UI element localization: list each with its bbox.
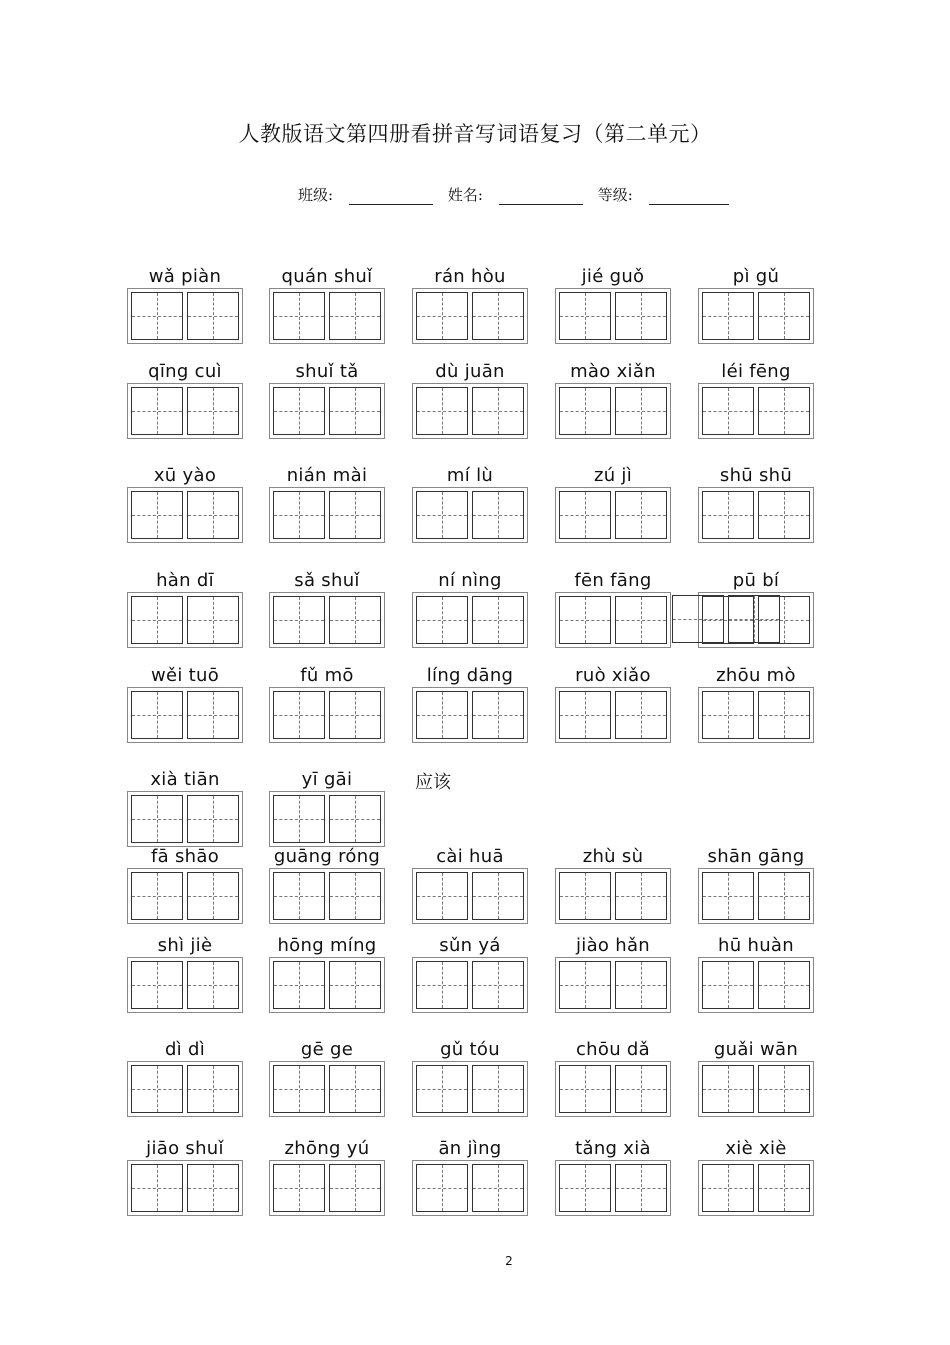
guide-line-horizontal <box>616 715 666 716</box>
guide-line-horizontal <box>417 411 467 412</box>
grade-blank[interactable] <box>649 190 729 205</box>
writing-cell[interactable] <box>559 872 611 920</box>
guide-line-horizontal <box>417 620 467 621</box>
writing-cell[interactable] <box>758 387 810 435</box>
writing-cell[interactable] <box>472 691 524 739</box>
character-box-pair <box>555 1160 671 1216</box>
writing-cell[interactable] <box>187 1065 239 1113</box>
character-box-pair <box>127 383 243 439</box>
writing-cell[interactable] <box>559 691 611 739</box>
student-info-line <box>298 184 739 205</box>
guide-line-horizontal <box>703 411 753 412</box>
pinyin-label: shuǐ tǎ <box>295 361 359 382</box>
writing-cell[interactable] <box>273 596 325 644</box>
pinyin-label: léi fēng <box>721 361 791 382</box>
pinyin-label: jiāo shuǐ <box>146 1138 224 1159</box>
writing-cell[interactable] <box>131 292 183 340</box>
character-box-pair <box>698 687 814 743</box>
guide-line-horizontal <box>560 1089 610 1090</box>
guide-line-horizontal <box>759 985 809 986</box>
pinyin-label: ān jìng <box>438 1138 502 1159</box>
guide-line-horizontal <box>703 715 753 716</box>
writing-cell[interactable] <box>702 387 754 435</box>
pinyin-label: yī gāi <box>301 769 353 790</box>
pinyin-label: jié guǒ <box>581 266 645 287</box>
guide-line-horizontal <box>132 411 182 412</box>
character-box-pair <box>412 288 528 344</box>
guide-line-horizontal <box>417 896 467 897</box>
character-box-pair <box>127 487 243 543</box>
pinyin-label: wǎ piàn <box>148 266 222 287</box>
writing-cell[interactable] <box>273 1065 325 1113</box>
pinyin-label: zhōng yú <box>284 1138 370 1159</box>
writing-cell[interactable] <box>329 491 381 539</box>
writing-cell[interactable] <box>758 292 810 340</box>
writing-cell[interactable] <box>615 872 667 920</box>
writing-cell[interactable] <box>702 491 754 539</box>
writing-cell[interactable] <box>672 595 724 643</box>
pinyin-label: xū yào <box>153 465 217 486</box>
pinyin-label: nián mài <box>286 465 368 486</box>
guide-line-horizontal <box>703 985 753 986</box>
guide-line-horizontal <box>132 1089 182 1090</box>
guide-line-horizontal <box>417 515 467 516</box>
guide-line-horizontal <box>330 819 380 820</box>
writing-cell[interactable] <box>329 387 381 435</box>
guide-line-horizontal <box>188 985 238 986</box>
writing-cell[interactable] <box>273 292 325 340</box>
pinyin-label: mí lù <box>446 465 494 486</box>
pinyin-label: fǔ mō <box>300 665 354 686</box>
writing-cell[interactable] <box>559 596 611 644</box>
character-box-pair <box>698 383 814 439</box>
guide-line-horizontal <box>274 316 324 317</box>
writing-cell[interactable] <box>187 795 239 843</box>
character-box-pair <box>698 957 814 1013</box>
writing-cell[interactable] <box>559 1164 611 1212</box>
guide-line-horizontal <box>673 619 723 620</box>
grade-label: 等级: <box>597 186 633 204</box>
writing-cell[interactable] <box>187 387 239 435</box>
writing-cell[interactable] <box>615 596 667 644</box>
guide-line-horizontal <box>330 620 380 621</box>
guide-line-horizontal <box>417 715 467 716</box>
writing-cell[interactable] <box>559 1065 611 1113</box>
guide-line-horizontal <box>616 1089 666 1090</box>
pinyin-label: xià tiān <box>150 769 220 790</box>
guide-line-horizontal <box>473 316 523 317</box>
guide-line-horizontal <box>132 515 182 516</box>
guide-line-horizontal <box>473 1089 523 1090</box>
character-box-pair <box>698 487 814 543</box>
writing-cell[interactable] <box>329 292 381 340</box>
guide-line-horizontal <box>330 715 380 716</box>
writing-cell[interactable] <box>131 491 183 539</box>
name-blank[interactable] <box>499 190 583 205</box>
character-box-pair <box>269 1160 385 1216</box>
pinyin-label: gē ge <box>300 1039 354 1060</box>
guide-line-horizontal <box>616 985 666 986</box>
writing-cell[interactable] <box>131 596 183 644</box>
guide-line-horizontal <box>188 620 238 621</box>
writing-cell[interactable] <box>416 491 468 539</box>
character-box-pair <box>269 1061 385 1117</box>
character-box-pair <box>555 957 671 1013</box>
pinyin-label: tǎng xià <box>575 1138 651 1159</box>
pinyin-label: hàn dī <box>156 570 214 591</box>
writing-cell[interactable] <box>416 292 468 340</box>
writing-cell[interactable] <box>728 595 780 643</box>
guide-line-horizontal <box>274 620 324 621</box>
writing-cell[interactable] <box>702 691 754 739</box>
character-box-pair <box>698 288 814 344</box>
pinyin-label: cài huā <box>436 846 504 867</box>
writing-cell[interactable] <box>615 491 667 539</box>
pinyin-label: fā shāo <box>150 846 220 867</box>
writing-cell[interactable] <box>702 292 754 340</box>
character-box-pair <box>555 687 671 743</box>
writing-cell[interactable] <box>615 1164 667 1212</box>
guide-line-horizontal <box>759 1089 809 1090</box>
writing-cell[interactable] <box>472 872 524 920</box>
guide-line-horizontal <box>759 515 809 516</box>
pinyin-label: sǔn yá <box>439 935 501 956</box>
guide-line-horizontal <box>274 896 324 897</box>
writing-cell[interactable] <box>559 961 611 1009</box>
guide-line-horizontal <box>188 819 238 820</box>
writing-cell[interactable] <box>131 872 183 920</box>
pinyin-label: hōng míng <box>277 935 377 956</box>
writing-cell[interactable] <box>758 691 810 739</box>
guide-line-horizontal <box>759 1188 809 1189</box>
name-label: 姓名: <box>447 186 483 204</box>
pinyin-label: dù juān <box>435 361 505 382</box>
pinyin-label: ruò xiǎo <box>575 665 651 686</box>
character-box-pair <box>269 383 385 439</box>
character-box-pair <box>412 868 528 924</box>
guide-line-horizontal <box>616 620 666 621</box>
guide-line-horizontal <box>560 411 610 412</box>
writing-cell[interactable] <box>131 961 183 1009</box>
guide-line-horizontal <box>560 316 610 317</box>
writing-cell[interactable] <box>472 491 524 539</box>
guide-line-horizontal <box>188 1188 238 1189</box>
writing-cell[interactable] <box>416 1065 468 1113</box>
guide-line-horizontal <box>330 896 380 897</box>
writing-cell[interactable] <box>472 961 524 1009</box>
guide-line-horizontal <box>759 411 809 412</box>
writing-cell[interactable] <box>472 387 524 435</box>
guide-line-horizontal <box>330 1188 380 1189</box>
guide-line-horizontal <box>274 411 324 412</box>
guide-line-horizontal <box>274 515 324 516</box>
pinyin-label: quán shuǐ <box>281 266 373 287</box>
writing-cell[interactable] <box>758 491 810 539</box>
writing-cell[interactable] <box>131 1065 183 1113</box>
character-box-pair <box>412 1160 528 1216</box>
pinyin-label: shū shū <box>719 465 793 486</box>
guide-line-horizontal <box>473 1188 523 1189</box>
character-box-pair <box>555 487 671 543</box>
writing-cell[interactable] <box>329 795 381 843</box>
writing-cell[interactable] <box>472 1065 524 1113</box>
writing-cell[interactable] <box>131 387 183 435</box>
writing-cell[interactable] <box>702 872 754 920</box>
writing-cell[interactable] <box>131 795 183 843</box>
guide-line-horizontal <box>274 1089 324 1090</box>
character-box-pair <box>127 791 243 847</box>
writing-cell[interactable] <box>273 795 325 843</box>
guide-line-horizontal <box>473 411 523 412</box>
character-box-pair <box>269 868 385 924</box>
writing-cell[interactable] <box>416 1164 468 1212</box>
guide-line-horizontal <box>188 515 238 516</box>
class-label: 班级: <box>298 186 334 204</box>
guide-line-horizontal <box>330 985 380 986</box>
pinyin-label: pū bí <box>732 570 780 591</box>
writing-cell[interactable] <box>615 292 667 340</box>
character-box-pair <box>412 957 528 1013</box>
guide-line-horizontal <box>132 316 182 317</box>
writing-cell[interactable] <box>329 596 381 644</box>
guide-line-horizontal <box>703 316 753 317</box>
pinyin-label: shì jiè <box>157 935 213 956</box>
writing-cell[interactable] <box>615 961 667 1009</box>
character-box-pair <box>127 957 243 1013</box>
pinyin-label: gǔ tóu <box>440 1039 500 1060</box>
guide-line-horizontal <box>616 515 666 516</box>
writing-cell[interactable] <box>416 691 468 739</box>
writing-cell[interactable] <box>702 961 754 1009</box>
pinyin-label: ní nìng <box>438 570 502 591</box>
writing-cell[interactable] <box>758 872 810 920</box>
guide-line-horizontal <box>274 1188 324 1189</box>
pinyin-label: hū huàn <box>718 935 794 956</box>
guide-line-horizontal <box>473 896 523 897</box>
pinyin-label: fēn fāng <box>574 570 652 591</box>
character-box-pair <box>269 487 385 543</box>
writing-cell[interactable] <box>758 961 810 1009</box>
guide-line-horizontal <box>188 896 238 897</box>
character-box-pair <box>412 487 528 543</box>
writing-cell[interactable] <box>416 387 468 435</box>
writing-cell[interactable] <box>559 292 611 340</box>
writing-cell[interactable] <box>472 1164 524 1212</box>
character-box-pair <box>412 592 528 648</box>
guide-line-horizontal <box>729 619 779 620</box>
writing-cell[interactable] <box>472 596 524 644</box>
writing-cell[interactable] <box>329 961 381 1009</box>
guide-line-horizontal <box>560 985 610 986</box>
guide-line-horizontal <box>188 715 238 716</box>
character-box-pair <box>127 288 243 344</box>
character-box-pair <box>269 592 385 648</box>
guide-line-horizontal <box>703 1188 753 1189</box>
writing-cell[interactable] <box>273 691 325 739</box>
guide-line-horizontal <box>417 1089 467 1090</box>
guide-line-horizontal <box>330 411 380 412</box>
writing-cell[interactable] <box>131 1164 183 1212</box>
guide-line-horizontal <box>759 715 809 716</box>
guide-line-horizontal <box>616 411 666 412</box>
writing-cell[interactable] <box>559 491 611 539</box>
writing-cell[interactable] <box>758 1065 810 1113</box>
writing-cell[interactable] <box>187 691 239 739</box>
character-box-pair <box>698 1061 814 1117</box>
guide-line-horizontal <box>616 316 666 317</box>
writing-cell[interactable] <box>273 1164 325 1212</box>
writing-cell[interactable] <box>329 872 381 920</box>
pinyin-label: mào xiǎn <box>570 361 656 382</box>
pinyin-label: shān gāng <box>707 846 805 867</box>
writing-cell[interactable] <box>615 1065 667 1113</box>
pinyin-label: zú jì <box>593 465 633 486</box>
page-number: 2 <box>505 1254 513 1268</box>
pinyin-label: dì dì <box>164 1039 206 1060</box>
writing-cell[interactable] <box>416 596 468 644</box>
guide-line-horizontal <box>560 620 610 621</box>
pinyin-label: guǎi wān <box>713 1039 799 1060</box>
writing-cell[interactable] <box>615 691 667 739</box>
guide-line-horizontal <box>417 985 467 986</box>
guide-line-horizontal <box>274 819 324 820</box>
character-box-pair <box>698 868 814 924</box>
pinyin-label: chōu dǎ <box>575 1039 650 1060</box>
guide-line-horizontal <box>132 896 182 897</box>
pinyin-label: pì gǔ <box>732 266 780 287</box>
writing-cell[interactable] <box>329 1065 381 1113</box>
guide-line-horizontal <box>188 1089 238 1090</box>
character-box-pair <box>412 687 528 743</box>
character-box-pair <box>555 288 671 344</box>
guide-line-horizontal <box>616 1188 666 1189</box>
writing-cell[interactable] <box>559 387 611 435</box>
guide-line-horizontal <box>417 316 467 317</box>
guide-line-horizontal <box>274 715 324 716</box>
writing-cell[interactable] <box>187 292 239 340</box>
class-blank[interactable] <box>349 190 433 205</box>
guide-line-horizontal <box>473 715 523 716</box>
guide-line-horizontal <box>560 515 610 516</box>
guide-line-horizontal <box>188 316 238 317</box>
guide-line-horizontal <box>703 515 753 516</box>
character-box-pair <box>127 1061 243 1117</box>
guide-line-horizontal <box>132 985 182 986</box>
guide-line-horizontal <box>560 715 610 716</box>
pinyin-label: jiào hǎn <box>575 935 650 956</box>
guide-line-horizontal <box>473 985 523 986</box>
character-box-pair <box>555 592 671 648</box>
character-box-pair <box>269 288 385 344</box>
writing-cell[interactable] <box>329 691 381 739</box>
guide-line-horizontal <box>188 411 238 412</box>
pinyin-label: wěi tuō <box>150 665 220 686</box>
guide-line-horizontal <box>473 515 523 516</box>
guide-line-horizontal <box>330 316 380 317</box>
guide-line-horizontal <box>703 1089 753 1090</box>
pinyin-label: rán hòu <box>434 266 506 287</box>
writing-cell[interactable] <box>416 961 468 1009</box>
writing-cell[interactable] <box>273 387 325 435</box>
pinyin-label: zhù sù <box>582 846 644 867</box>
guide-line-horizontal <box>132 819 182 820</box>
character-box-pair <box>669 592 783 646</box>
character-box-pair <box>269 687 385 743</box>
writing-cell[interactable] <box>187 491 239 539</box>
guide-line-horizontal <box>616 896 666 897</box>
guide-line-horizontal <box>132 1188 182 1189</box>
pinyin-label: qīng cuì <box>148 361 222 382</box>
writing-cell[interactable] <box>187 596 239 644</box>
guide-line-horizontal <box>560 896 610 897</box>
pinyin-label: xiè xiè <box>725 1138 787 1159</box>
character-box-pair <box>698 1160 814 1216</box>
writing-cell[interactable] <box>416 872 468 920</box>
guide-line-horizontal <box>473 620 523 621</box>
writing-cell[interactable] <box>273 961 325 1009</box>
guide-line-horizontal <box>330 1089 380 1090</box>
guide-line-horizontal <box>703 896 753 897</box>
guide-line-horizontal <box>417 1188 467 1189</box>
writing-cell[interactable] <box>273 491 325 539</box>
pinyin-label: sǎ shuǐ <box>294 570 360 591</box>
writing-cell[interactable] <box>329 1164 381 1212</box>
note-text: 应该 <box>415 772 451 793</box>
writing-cell[interactable] <box>472 292 524 340</box>
writing-cell[interactable] <box>131 691 183 739</box>
guide-line-horizontal <box>132 715 182 716</box>
character-box-pair <box>269 957 385 1013</box>
page-title: 人教版语文第四册看拼音写词语复习（第二单元） <box>238 122 712 146</box>
writing-cell[interactable] <box>758 1164 810 1212</box>
character-box-pair <box>127 1160 243 1216</box>
guide-line-horizontal <box>560 1188 610 1189</box>
writing-cell[interactable] <box>273 872 325 920</box>
guide-line-horizontal <box>132 620 182 621</box>
character-box-pair <box>555 868 671 924</box>
character-box-pair <box>127 687 243 743</box>
character-box-pair <box>127 592 243 648</box>
writing-cell[interactable] <box>187 872 239 920</box>
character-box-pair <box>412 1061 528 1117</box>
character-box-pair <box>555 1061 671 1117</box>
writing-cell[interactable] <box>702 1065 754 1113</box>
pinyin-label: líng dāng <box>426 665 514 686</box>
character-box-pair <box>412 383 528 439</box>
guide-line-horizontal <box>759 896 809 897</box>
writing-cell[interactable] <box>187 1164 239 1212</box>
writing-cell[interactable] <box>702 1164 754 1212</box>
pinyin-label: zhōu mò <box>716 665 796 686</box>
character-box-pair <box>127 868 243 924</box>
writing-cell[interactable] <box>615 387 667 435</box>
character-box-pair <box>555 383 671 439</box>
guide-line-horizontal <box>759 316 809 317</box>
guide-line-horizontal <box>330 515 380 516</box>
character-box-pair <box>269 791 385 847</box>
pinyin-label: guāng róng <box>273 846 381 867</box>
writing-cell[interactable] <box>187 961 239 1009</box>
guide-line-horizontal <box>274 985 324 986</box>
